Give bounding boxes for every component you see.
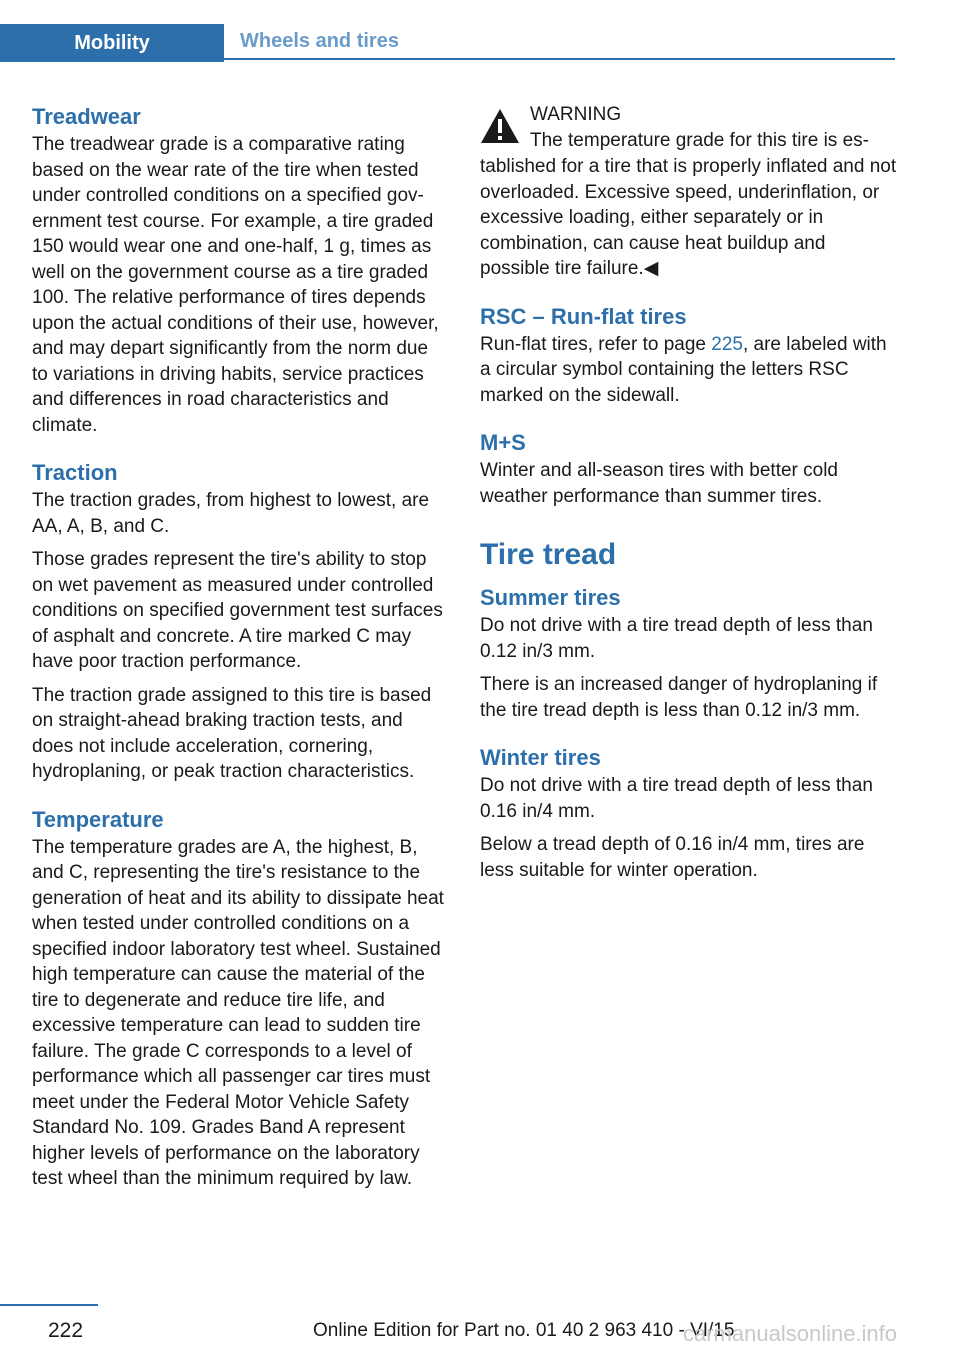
treadwear-text: The treadwear grade is a comparative rating based on the wear rate of the tire when tested under controlled conditions on a specified government test course. For example, a tire graded 150 would wear one and one-half, 1 g, times as well on the government course as a tire graded 100. The relative performance of tires depends upon the actual conditions of their use, however, and may depart significantly from the norm due to variations in driving habits, service practices and differences in road characteristics and climate. xyxy=(32,134,439,436)
heading-tire-tread: Tire tread xyxy=(480,538,617,571)
warning-triangle-icon xyxy=(480,108,520,144)
summer-para-1: Do not drive with a tire tread depth of less than 0.12 in/3 mm. xyxy=(480,615,873,662)
heading-winter-tires: Winter tires xyxy=(480,745,601,770)
rsc-text-after: , are labeled with a circular symbol containing the letters RSC marked on the sidewall. xyxy=(480,333,887,406)
warning-body: tablished for a tire that is properly inflated and not overloaded. Excessive speed, underinflation, or excessive loading, either separately or in combination, can cause heat buildup and possible tire failure.◀ xyxy=(480,156,897,279)
page-number: 222 xyxy=(48,1319,84,1342)
traction-para-3: The traction grade assigned to this tire is based on straight-ahead braking traction tests, and does not include acceleration, cornering, hydroplaning, or peak traction characteristics. xyxy=(32,684,432,782)
winter-para-1: Do not drive with a tire tread depth of less than 0.16 in/4 mm. xyxy=(480,775,873,822)
watermark: carmanualsonline.info xyxy=(683,1321,898,1346)
rsc-text-before: Run-flat tires, refer to page xyxy=(480,333,712,355)
footer-edition-text: Online Edition for Part no. 01 40 2 963 410 - VI/15 xyxy=(313,1320,735,1341)
summer-para-2: There is an increased danger of hydroplaning if the tire tread depth is less than 0.12 in/3 mm. xyxy=(480,674,878,721)
warning-box xyxy=(480,102,898,282)
traction-para-1: The traction grades, from highest to lowest, are AA, A, B, and C. xyxy=(32,490,430,537)
footer-divider xyxy=(0,1304,98,1306)
heading-treadwear: Treadwear xyxy=(32,104,141,129)
heading-rsc-run-flat: RSC – Run-flat tires xyxy=(480,303,687,329)
winter-para-2: Below a tread depth of 0.16 in/4 mm, tires are less suitable for winter operation. xyxy=(480,834,865,881)
heading-temperature: Temperature xyxy=(32,806,164,832)
temperature-text: The temperature grades are A, the highest, B, and C, representing the tire's resistance to the generation of heat and its ability to dissipate heat when tested under controlled conditions on a specified indoor laboratory test wheel. Sustained high temperature can cause the material of the tire to degenerate and reduce tire life, and excessive temperature can lead to sudden tire failure. The grade C corresponds to a level of performance which all passenger car tires must meet under the Federal Motor Vehicle Safety Standard No. 109. Grades Band A represent higher levels of performance on the laboratory test wheel than the minimum required by law. xyxy=(32,836,444,1189)
header-bar xyxy=(0,24,895,62)
traction-para-2: Those grades represent the tire's ability to stop on wet pavement as measured under controlled conditions on specified government test surfaces of asphalt and concrete. A tire marked C may have poor traction performance. xyxy=(32,549,443,672)
warning-title: WARNING xyxy=(530,104,622,125)
ms-text: Winter and all-season tires with better cold weather performance than summer tires. xyxy=(480,460,838,507)
subsection-tab-wheels-and-tires: Wheels and tires xyxy=(224,24,895,60)
right-column xyxy=(480,102,898,883)
left-column xyxy=(32,102,448,1192)
page-link-225[interactable]: 225 xyxy=(711,333,743,355)
rsc-text xyxy=(480,332,898,409)
heading-m-s: M+S xyxy=(480,430,526,455)
heading-traction: Traction xyxy=(32,460,118,485)
warning-line-1: The temperature grade for this tire is es- xyxy=(530,130,869,151)
section-tab-mobility: Mobility xyxy=(0,24,224,62)
heading-summer-tires: Summer tires xyxy=(480,585,621,610)
